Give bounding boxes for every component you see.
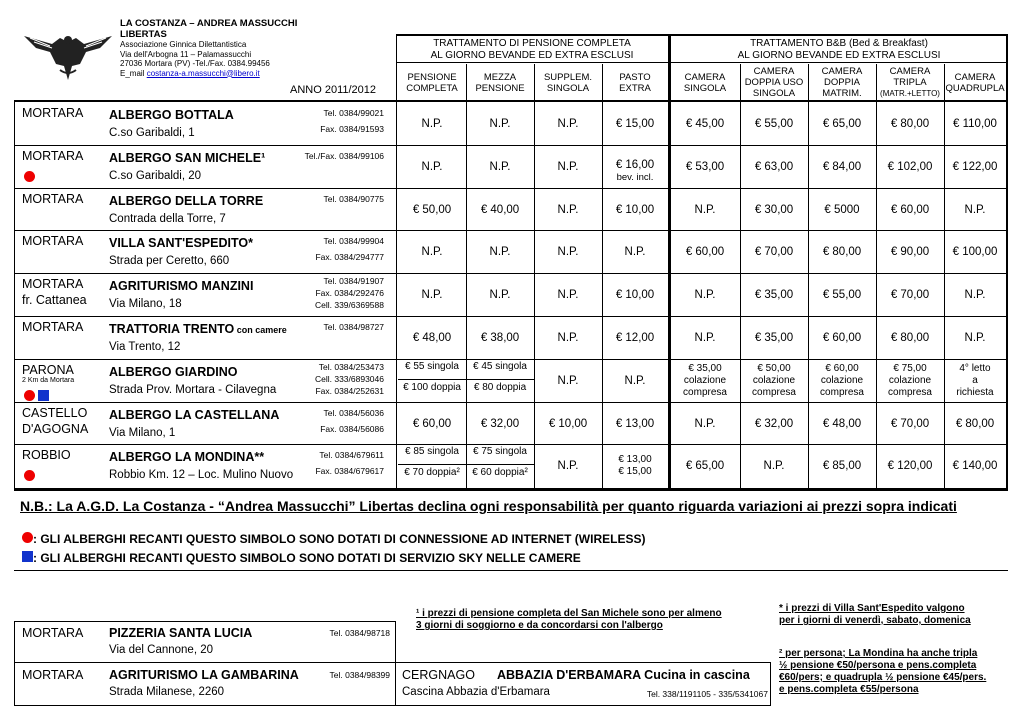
pizzeria-address: Via del Cannone, 20 <box>109 644 214 656</box>
price-cell: N.P. <box>694 203 716 216</box>
price-cell: € 55,00 <box>822 289 862 302</box>
row-city: MORTARA <box>22 277 84 292</box>
price-note: colazione <box>683 374 727 386</box>
row-address: Robbio Km. 12 – Loc. Mulino Nuovo <box>109 469 294 482</box>
price-cell: N.P. <box>557 289 579 302</box>
price-cell: € 84,00 <box>822 160 862 173</box>
table-top-line <box>14 100 1008 102</box>
eagle-logo-icon <box>22 18 114 88</box>
price-cell: € 60,00 <box>890 203 930 216</box>
price-cell: € 55 singola <box>405 360 459 372</box>
abbazia-name: ABBAZIA D'ERBAMARA <box>497 668 641 682</box>
price-cell: € 12,00 <box>615 332 655 344</box>
price-cell: € 50,00 <box>757 362 791 374</box>
price-cell: € 10,00 <box>615 203 655 216</box>
price-cell: € 55,00 <box>754 118 794 130</box>
column-header: CAMERA QUADRUPLA <box>945 72 1005 94</box>
price-note: bev. incl. <box>616 171 654 183</box>
note-mondina: ² per persona; La Mondina ha anche tripla ½ pensione €50/persona e pens.completa €60/pers; e quadrupla ½ pensione €45/pers. e pens.completa €55/persona <box>779 648 987 695</box>
price-cell: € 60,00 <box>685 246 725 259</box>
row-name: ALBERGO LA MONDINA** <box>109 450 265 465</box>
org-name: LA COSTANZA – ANDREA MASSUCCHI <box>120 18 298 29</box>
price-cell: € 85 singola <box>405 446 459 458</box>
price-cell: € 40,00 <box>480 203 520 216</box>
price-cell: N.P. <box>557 374 579 387</box>
disclaimer-note: N.B.: La A.G.D. La Costanza - “Andrea Massucchi” Libertas declina ogni responsabilità per quanto riguarda variazioni ai prezzi sopra indicati <box>20 498 957 514</box>
gambarina-address: Strada Milanese, 2260 <box>109 686 225 698</box>
header-top-line <box>396 34 1008 36</box>
price-cell-doppia: € 70 doppia² <box>404 467 460 479</box>
price-cell: € 13,00 <box>618 454 652 466</box>
price-cell: N.P. <box>694 332 716 344</box>
price-cell: N.P. <box>421 289 443 302</box>
price-cell: € 122,00 <box>952 160 998 173</box>
price-cell: € 38,00 <box>480 332 520 344</box>
price-cell: € 70,00 <box>754 246 794 259</box>
price-cell-doppia: € 80 doppia <box>473 381 527 393</box>
price-cell: € 10,00 <box>615 289 655 302</box>
email-link[interactable]: costanza-a.massucchi@libero.it <box>146 68 260 78</box>
price-cell: N.P. <box>763 460 785 473</box>
price-cell: € 45 singola <box>473 360 527 372</box>
org-email-row <box>120 69 297 79</box>
column-header: CAMERA TRIPLA (MATR.+LETTO) <box>880 66 940 98</box>
price-cell: € 65,00 <box>822 118 862 130</box>
row-marks <box>24 169 35 187</box>
row-address: Via Milano, 1 <box>109 426 176 439</box>
row-tel2: Cell. 333/6893046 <box>314 373 384 384</box>
wifi-dot-icon <box>24 470 35 481</box>
price-cell: € 70,00 <box>890 289 930 302</box>
price-cell: € 110,00 <box>953 118 997 130</box>
row-address: C.so Garibaldi, 20 <box>109 169 202 182</box>
row-city: ROBBIO <box>22 448 71 463</box>
header-mid-line <box>396 62 1008 63</box>
price-cell: N.P. <box>694 417 716 430</box>
row-tel1: Tel. 0384/90775 <box>323 193 384 204</box>
row-address: Strada per Ceretto, 660 <box>109 255 230 268</box>
price-cell: € 10,00 <box>548 417 588 430</box>
price-cell: € 32,00 <box>754 417 794 430</box>
price-cell: N.P. <box>557 460 579 473</box>
abbazia-tel: Tel. 338/1191105 - 335/5341067 <box>646 689 768 699</box>
legend-sky: : GLI ALBERGHI RECANTI QUESTO SIMBOLO SONO DOTATI DI SERVIZIO SKY NELLE CAMERE <box>22 551 581 565</box>
row-address: Strada Prov. Mortara - Cilavegna <box>109 383 277 396</box>
organization-block <box>120 18 297 78</box>
row-name: ALBERGO SAN MICHELE¹ <box>109 150 266 165</box>
row-tel1: Tel. 0384/99021 <box>323 108 384 118</box>
row-name: ALBERGO GIARDINO <box>109 364 238 379</box>
row-tel1: Tel. 0384/99904 <box>323 236 384 247</box>
sky-square-icon <box>38 390 49 401</box>
price-cell: € 16,00 <box>615 158 655 171</box>
price-note: compresa <box>683 386 727 398</box>
price-cell: € 100,00 <box>952 246 998 259</box>
org-subtitle: Associazione Ginnica Dilettantistica <box>120 40 247 49</box>
price-cell: € 120,00 <box>887 460 933 473</box>
row-city: MORTARA <box>22 320 84 334</box>
price-cell: 4° letto <box>959 362 991 374</box>
row-tel2: Fax. 0384/679617 <box>315 466 384 477</box>
row-address: Contrada della Torre, 7 <box>109 212 226 225</box>
price-cell: N.P. <box>421 118 443 130</box>
row-city-2: 2 Km da Mortara <box>22 376 75 384</box>
row-tel1: Tel. 0384/91907 <box>323 276 384 287</box>
row-name: AGRITURISMO MANZINI <box>109 279 254 294</box>
row-city: MORTARA <box>22 106 84 120</box>
price-note: compresa <box>752 386 796 398</box>
price-cell: € 35,00 <box>754 289 794 302</box>
price-cell: € 60,00 <box>825 362 859 374</box>
price-cell: N.P. <box>964 289 986 302</box>
price-cell: N.P. <box>964 332 986 344</box>
row-city: CASTELLO <box>22 405 88 420</box>
row-tel3: Cell. 339/6369588 <box>314 300 384 311</box>
abbazia-address: Cascina Abbazia d'Erbamara <box>402 686 550 698</box>
note-villa: * i prezzi di Villa Sant'Espedito valgono per i giorni di venerdì, sabato, domenica <box>779 603 971 626</box>
price-cell: € 48,00 <box>412 332 452 344</box>
price-cell: € 75 singola <box>473 446 527 458</box>
price-note: a <box>972 374 978 386</box>
price-note: compresa <box>888 386 932 398</box>
pizzeria-tel: Tel. 0384/98718 <box>329 628 390 638</box>
price-cell: € 60,00 <box>822 332 862 344</box>
price-cell: € 5000 <box>824 203 860 216</box>
wifi-dot-icon <box>22 532 33 543</box>
price-cell: € 140,00 <box>952 460 998 473</box>
price-note: colazione <box>888 374 932 386</box>
column-header: SUPPLEM. SINGOLA <box>543 72 593 94</box>
row-tel2: Fax. 0384/292476 <box>315 288 384 299</box>
price-cell: € 48,00 <box>822 417 862 430</box>
gambarina-name: AGRITURISMO LA GAMBARINA <box>109 668 299 682</box>
price-cell-doppia: € 100 doppia <box>403 381 461 393</box>
price-cell: € 32,00 <box>480 417 520 430</box>
price-cell: € 80,00 <box>955 417 995 430</box>
price-cell: € 102,00 <box>887 160 933 173</box>
sky-square-icon <box>22 551 33 562</box>
price-cell: N.P. <box>489 160 511 173</box>
row-address: Via Trento, 12 <box>109 341 181 353</box>
column-header: PASTO EXTRA <box>619 72 651 94</box>
price-cell: € 65,00 <box>685 460 725 473</box>
price-cell: N.P. <box>489 118 511 130</box>
column-header: MEZZA PENSIONE <box>475 72 525 94</box>
org-phone: 27036 Mortara (PV) -Tel./Fax. 0384.99456 <box>120 59 270 68</box>
row-tel1: Tel. 0384/56036 <box>323 407 384 418</box>
pensione-title: TRATTAMENTO DI PENSIONE COMPLETA AL GIORNO BEVANDE ED EXTRA ESCLUSI <box>430 38 634 61</box>
price-cell: € 35,00 <box>688 362 722 374</box>
row-tel2: Fax. 0384/56086 <box>320 423 384 434</box>
pizzeria-city: MORTARA <box>22 626 84 640</box>
price-cell: N.P. <box>489 289 511 302</box>
column-header: CAMERA DOPPIA USO SINGOLA <box>744 66 804 99</box>
price-cell: € 35,00 <box>754 332 794 344</box>
row-tel1: Tel. 0384/253473 <box>318 361 384 372</box>
org-address: Via dell'Arbogna 11 – Palamassucchi <box>120 49 252 59</box>
row-tel1: Tel. 0384/98727 <box>323 322 384 332</box>
price-cell: N.P. <box>624 246 646 259</box>
row-city-2: fr. Cattanea <box>22 293 87 308</box>
price-cell-doppia: € 60 doppia² <box>472 467 528 479</box>
pizzeria-name: PIZZERIA SANTA LUCIA <box>109 626 253 640</box>
price-cell: € 90,00 <box>890 246 930 259</box>
abbazia-city: CERGNAGO <box>402 668 475 682</box>
gambarina-city: MORTARA <box>22 668 84 682</box>
gambarina-tel: Tel. 0384/98399 <box>329 670 390 680</box>
price-note: colazione <box>752 374 796 386</box>
row-city: MORTARA <box>22 148 84 163</box>
price-cell: € 85,00 <box>822 460 862 473</box>
column-header: CAMERA SINGOLA <box>683 72 727 94</box>
price-cell: N.P. <box>421 160 443 173</box>
row-marks <box>24 388 49 406</box>
column-header: PENSIONE COMPLETA <box>406 72 458 94</box>
price-cell: N.P. <box>624 374 646 387</box>
email-label: E_mail <box>120 68 147 78</box>
row-tel2: Fax. 0384/91593 <box>320 124 384 134</box>
row-city: PARONA <box>22 362 74 377</box>
row-tel1: Tel. 0384/679611 <box>319 450 384 461</box>
legend-wifi: : GLI ALBERGHI RECANTI QUESTO SIMBOLO SONO DOTATI DI CONNESSIONE AD INTERNET (WIRELESS) <box>22 532 645 546</box>
bb-title: TRATTAMENTO B&B (Bed & Breakfast) AL GIORNO BEVANDE ED EXTRA ESCLUSI <box>737 38 941 61</box>
price-cell: € 50,00 <box>412 203 452 216</box>
price-cell: N.P. <box>557 160 579 173</box>
note-san-michele: ¹ i prezzi di pensione completa del San Michele sono per almeno 3 giorni di soggiorno e da concordarsi con l'albergo <box>416 608 722 631</box>
wifi-dot-icon <box>24 171 35 182</box>
price-cell: € 30,00 <box>754 203 794 216</box>
row-name: ALBERGO LA CASTELLANA <box>109 407 280 422</box>
price-cell: € 80,00 <box>890 118 930 130</box>
price-cell: € 75,00 <box>893 362 927 374</box>
price-cell: N.P. <box>489 246 511 259</box>
price-cell: € 15,00 <box>615 118 655 130</box>
year-label: ANNO 2011/2012 <box>290 84 377 96</box>
row-city: MORTARA <box>22 234 84 249</box>
org-name-2: LIBERTAS <box>120 29 167 40</box>
row-name: VILLA SANT'ESPEDITO* <box>109 236 253 251</box>
row-address: C.so Garibaldi, 1 <box>109 127 195 139</box>
price-cell: € 60,00 <box>412 417 452 430</box>
column-header: CAMERA DOPPIA MATRIM. <box>821 66 863 99</box>
price-cell: N.P. <box>557 118 579 130</box>
price-cell: € 45,00 <box>685 118 725 130</box>
price-cell: € 53,00 <box>685 160 725 173</box>
price-cell: N.P. <box>421 246 443 259</box>
table-bottom-line <box>14 488 1008 491</box>
abbazia-name-row: ABBAZIA D'ERBAMARA Cucina in cascina <box>497 668 750 682</box>
wifi-dot-icon <box>24 390 35 401</box>
row-name: ALBERGO DELLA TORRE <box>109 193 264 208</box>
row-marks <box>24 468 35 486</box>
price-note: compresa <box>820 386 864 398</box>
price-note: colazione <box>820 374 864 386</box>
row-tel3: Fax. 0384/252631 <box>315 385 384 396</box>
row-name: ALBERGO BOTTALA <box>109 108 234 122</box>
price-cell: € 13,00 <box>615 417 655 430</box>
price-cell: € 80,00 <box>822 246 862 259</box>
price-cell: € 63,00 <box>754 160 794 173</box>
row-city: MORTARA <box>22 191 84 206</box>
price-cell: N.P. <box>557 332 579 344</box>
row-tel2: Fax. 0384/294777 <box>315 252 384 263</box>
price-cell: € 80,00 <box>890 332 930 344</box>
price-cell: N.P. <box>557 203 579 216</box>
price-cell: N.P. <box>694 289 716 302</box>
price-cell-2: € 15,00 <box>618 466 652 478</box>
row-city-2: D'AGOGNA <box>22 421 89 436</box>
price-cell: N.P. <box>964 203 986 216</box>
price-cell: N.P. <box>557 246 579 259</box>
price-cell: € 70,00 <box>890 417 930 430</box>
row-name: TRATTORIA TRENTO con camere <box>109 322 287 336</box>
row-address: Via Milano, 18 <box>109 298 182 311</box>
price-note: richiesta <box>956 386 994 398</box>
row-tel1: Tel./Fax. 0384/99106 <box>304 150 384 161</box>
